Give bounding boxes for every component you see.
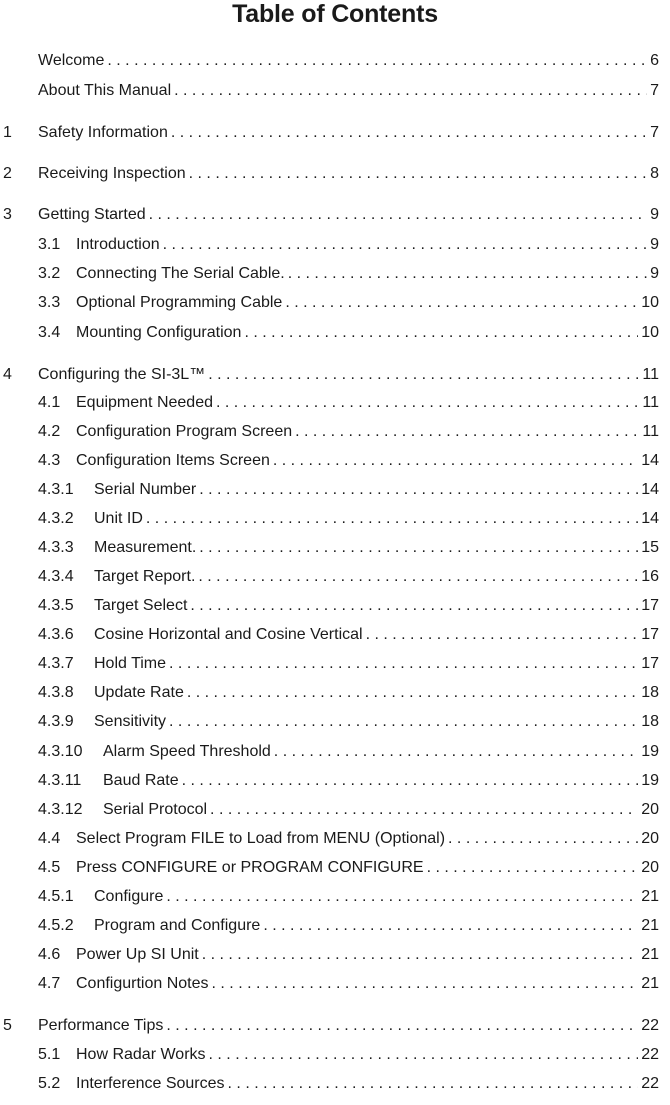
toc-entry[interactable] — [0, 943, 670, 967]
toc-page-number: 10 — [641, 294, 659, 311]
toc-page-number: 19 — [641, 743, 659, 760]
toc-section-number: 5.1 — [38, 1046, 61, 1063]
toc-entry-label: Optional Programming Cable — [76, 294, 283, 311]
toc-entry-label: Select Program FILE to Load from MENU (Optional) — [76, 830, 446, 847]
toc-page-number: 14 — [641, 452, 659, 469]
toc-entry[interactable] — [0, 449, 670, 473]
toc-leader-dots — [146, 507, 638, 531]
toc-leader-dots — [263, 914, 638, 938]
toc-leader-dots — [199, 536, 638, 560]
toc-page-number: 20 — [641, 801, 659, 818]
toc-leader-dots — [210, 798, 638, 822]
toc-entry-label: Safety Information — [38, 124, 168, 141]
toc-leader-dots — [274, 740, 638, 764]
toc-section-number: 4.3.3 — [38, 539, 74, 556]
toc-entry[interactable] — [0, 49, 670, 73]
toc-page-number: 7 — [650, 82, 659, 99]
toc-page-number: 8 — [650, 165, 659, 182]
toc-entry-label: Equipment Needed — [76, 394, 213, 411]
toc-leader-dots — [174, 79, 647, 103]
toc-chapter-number: 3 — [3, 206, 12, 223]
toc-section-number: 4.6 — [38, 946, 61, 963]
toc-section-number: 4.3.5 — [38, 597, 74, 614]
toc-leader-dots — [187, 681, 638, 705]
toc-entry-label: Measurement. — [94, 539, 197, 556]
toc-entry[interactable] — [0, 1014, 670, 1038]
toc-section-number: 4.3.7 — [38, 655, 74, 672]
toc-page-number: 17 — [641, 655, 659, 672]
toc-leader-dots — [448, 827, 638, 851]
toc-entry[interactable] — [0, 681, 670, 705]
toc-page-number: 20 — [641, 830, 659, 847]
toc-entry-label: Hold Time — [94, 655, 167, 672]
toc-leader-dots — [149, 203, 647, 227]
toc-section-number: 5.2 — [38, 1075, 61, 1092]
toc-leader-dots — [273, 449, 638, 473]
toc-leader-dots — [189, 162, 647, 186]
toc-leader-dots — [199, 478, 638, 502]
toc-entry[interactable] — [0, 262, 670, 286]
toc-leader-dots — [202, 943, 638, 967]
toc-section-number: 3.1 — [38, 236, 61, 253]
toc-leader-dots — [169, 652, 638, 676]
toc-leader-dots — [366, 623, 639, 647]
toc-entry[interactable] — [0, 856, 670, 880]
toc-entry[interactable] — [0, 769, 670, 793]
toc-entry-label: Interference Sources — [76, 1075, 225, 1092]
toc-entry-label: Alarm Speed Threshold — [103, 743, 271, 760]
toc-entry-label: Serial Number — [94, 481, 197, 498]
toc-entry-label: Configurtion Notes — [76, 975, 209, 992]
toc-section-number: 4.2 — [38, 423, 61, 440]
toc-page-number: 6 — [650, 52, 659, 69]
toc-leader-dots — [216, 391, 639, 415]
toc-entry[interactable] — [0, 1072, 670, 1096]
toc-chapter-number: 4 — [3, 366, 12, 383]
toc-leader-dots — [190, 594, 638, 618]
toc-entry[interactable] — [0, 321, 670, 345]
toc-entry-label: Performance Tips — [38, 1017, 164, 1034]
toc-entry[interactable] — [0, 420, 670, 444]
toc-entry-label: Cosine Horizontal and Cosine Vertical — [94, 626, 363, 643]
toc-entry[interactable] — [0, 623, 670, 647]
toc-section-number: 4.5 — [38, 859, 61, 876]
toc-chapter-number: 2 — [3, 165, 12, 182]
toc-leader-dots — [295, 420, 639, 444]
toc-page-number: 16 — [641, 568, 659, 585]
toc-entry-label: Welcome — [38, 52, 105, 69]
toc-entry-label: Program and Configure — [94, 917, 261, 934]
toc-section-number: 4.7 — [38, 975, 61, 992]
toc-entry[interactable] — [0, 233, 670, 257]
toc-entry[interactable] — [0, 914, 670, 938]
toc-section-number: 3.4 — [38, 324, 61, 341]
toc-entry-label: Target Report. — [94, 568, 196, 585]
toc-page-number: 14 — [641, 510, 659, 527]
toc-leader-dots — [169, 710, 638, 734]
toc-leader-dots — [285, 291, 638, 315]
toc-entry-label: Baud Rate — [103, 772, 179, 789]
toc-entry[interactable] — [0, 1043, 670, 1067]
toc-entry-label: Power Up SI Unit — [76, 946, 199, 963]
toc-entry[interactable] — [0, 203, 670, 227]
toc-page-number: 9 — [650, 236, 659, 253]
toc-entry-label: Target Select — [94, 597, 188, 614]
toc-leader-dots — [166, 1014, 638, 1038]
toc-entry-label: Unit ID — [94, 510, 143, 527]
toc-entry-label: Press CONFIGURE or PROGRAM CONFIGURE — [76, 859, 424, 876]
toc-section-number: 3.2 — [38, 265, 61, 282]
toc-leader-dots — [166, 885, 638, 909]
toc-section-number: 4.3.4 — [38, 568, 74, 585]
toc-page-number: 21 — [641, 888, 659, 905]
toc-entry[interactable] — [0, 162, 670, 186]
toc-page-number: 11 — [642, 423, 659, 440]
toc-page-number: 9 — [650, 265, 659, 282]
toc-section-number: 4.3.11 — [38, 772, 82, 789]
page-title: Table of Contents — [232, 0, 438, 28]
toc-entry[interactable] — [0, 827, 670, 851]
toc-chapter-number: 1 — [3, 124, 12, 141]
toc-page-number: 17 — [641, 626, 659, 643]
toc-page-number: 14 — [641, 481, 659, 498]
toc-chapter-number: 5 — [3, 1017, 12, 1034]
toc-section-number: 4.3.9 — [38, 713, 74, 730]
toc-entry-label: Configuration Items Screen — [76, 452, 270, 469]
toc-entry-label: About This Manual — [38, 82, 172, 99]
toc-entry[interactable] — [0, 507, 670, 531]
toc-leader-dots — [427, 856, 639, 880]
toc-page-number: 19 — [641, 772, 659, 789]
toc-entry-label: Update Rate — [94, 684, 184, 701]
toc-section-number: 4.4 — [38, 830, 61, 847]
toc-leader-dots — [182, 769, 639, 793]
toc-page-number: 9 — [650, 206, 659, 223]
toc-entry[interactable] — [0, 536, 670, 560]
toc-leader-dots — [171, 121, 647, 145]
toc-entry[interactable] — [0, 710, 670, 734]
toc-page-number: 10 — [641, 324, 659, 341]
toc-section-number: 4.3.1 — [38, 481, 74, 498]
toc-leader-dots — [163, 233, 647, 257]
toc-page-number: 21 — [641, 946, 659, 963]
toc-entry-label: Configure — [94, 888, 164, 905]
toc-entry[interactable] — [0, 652, 670, 676]
toc-page-number: 18 — [641, 684, 659, 701]
toc-leader-dots — [209, 1043, 639, 1067]
toc-page-number: 21 — [641, 917, 659, 934]
toc-section-number: 4.3.8 — [38, 684, 74, 701]
toc-section-number: 4.3.12 — [38, 801, 83, 818]
toc-leader-dots — [212, 972, 639, 996]
toc-entry[interactable] — [0, 291, 670, 315]
toc-entry[interactable] — [0, 972, 670, 996]
toc-entry[interactable] — [0, 391, 670, 415]
toc-entry-label: Sensitivity — [94, 713, 167, 730]
toc-leader-dots — [208, 363, 639, 387]
toc-section-number: 3.3 — [38, 294, 61, 311]
toc-leader-dots — [288, 262, 647, 286]
toc-page-number: 22 — [641, 1046, 659, 1063]
toc-entry[interactable] — [0, 798, 670, 822]
toc-entry[interactable] — [0, 885, 670, 909]
toc-page-number: 7 — [650, 124, 659, 141]
toc-page-number: 11 — [642, 366, 659, 383]
toc-page-number: 22 — [641, 1075, 659, 1092]
toc-page-number: 11 — [642, 394, 659, 411]
toc-section-number: 4.3.6 — [38, 626, 74, 643]
toc-entry-label: Getting Started — [38, 206, 146, 223]
toc-section-number: 4.3 — [38, 452, 61, 469]
toc-leader-dots — [244, 321, 638, 345]
toc-section-number: 4.3.10 — [38, 743, 83, 760]
toc-section-number: 4.5.2 — [38, 917, 74, 934]
toc-page-number: 18 — [641, 713, 659, 730]
toc-entry-label: Mounting Configuration — [76, 324, 242, 341]
toc-page-number: 20 — [641, 859, 659, 876]
toc-entry[interactable] — [0, 363, 670, 387]
toc-entry-label: Serial Protocol — [103, 801, 208, 818]
toc-entry[interactable] — [0, 740, 670, 764]
toc-page-number: 17 — [641, 597, 659, 614]
toc-leader-dots — [198, 565, 638, 589]
toc-page-number: 15 — [641, 539, 659, 556]
toc-page-number: 21 — [641, 975, 659, 992]
toc-entry[interactable] — [0, 121, 670, 145]
toc-section-number: 4.3.2 — [38, 510, 74, 527]
toc-entry[interactable] — [0, 79, 670, 103]
toc-entry-label: Receiving Inspection — [38, 165, 186, 182]
toc-section-number: 4.5.1 — [38, 888, 74, 905]
toc-entry[interactable] — [0, 478, 670, 502]
toc-leader-dots — [228, 1072, 639, 1096]
toc-entry-label: How Radar Works — [76, 1046, 206, 1063]
toc-entry[interactable] — [0, 594, 670, 618]
toc-section-number: 4.1 — [38, 394, 61, 411]
toc-leader-dots — [107, 49, 647, 73]
toc-entry-label: Configuring the SI-3L™ — [38, 366, 206, 383]
toc-entry[interactable] — [0, 565, 670, 589]
toc-entry-label: Configuration Program Screen — [76, 423, 293, 440]
toc-page-number: 22 — [641, 1017, 659, 1034]
toc-entry-label: Connecting The Serial Cable. — [76, 265, 285, 282]
toc-entry-label: Introduction — [76, 236, 160, 253]
